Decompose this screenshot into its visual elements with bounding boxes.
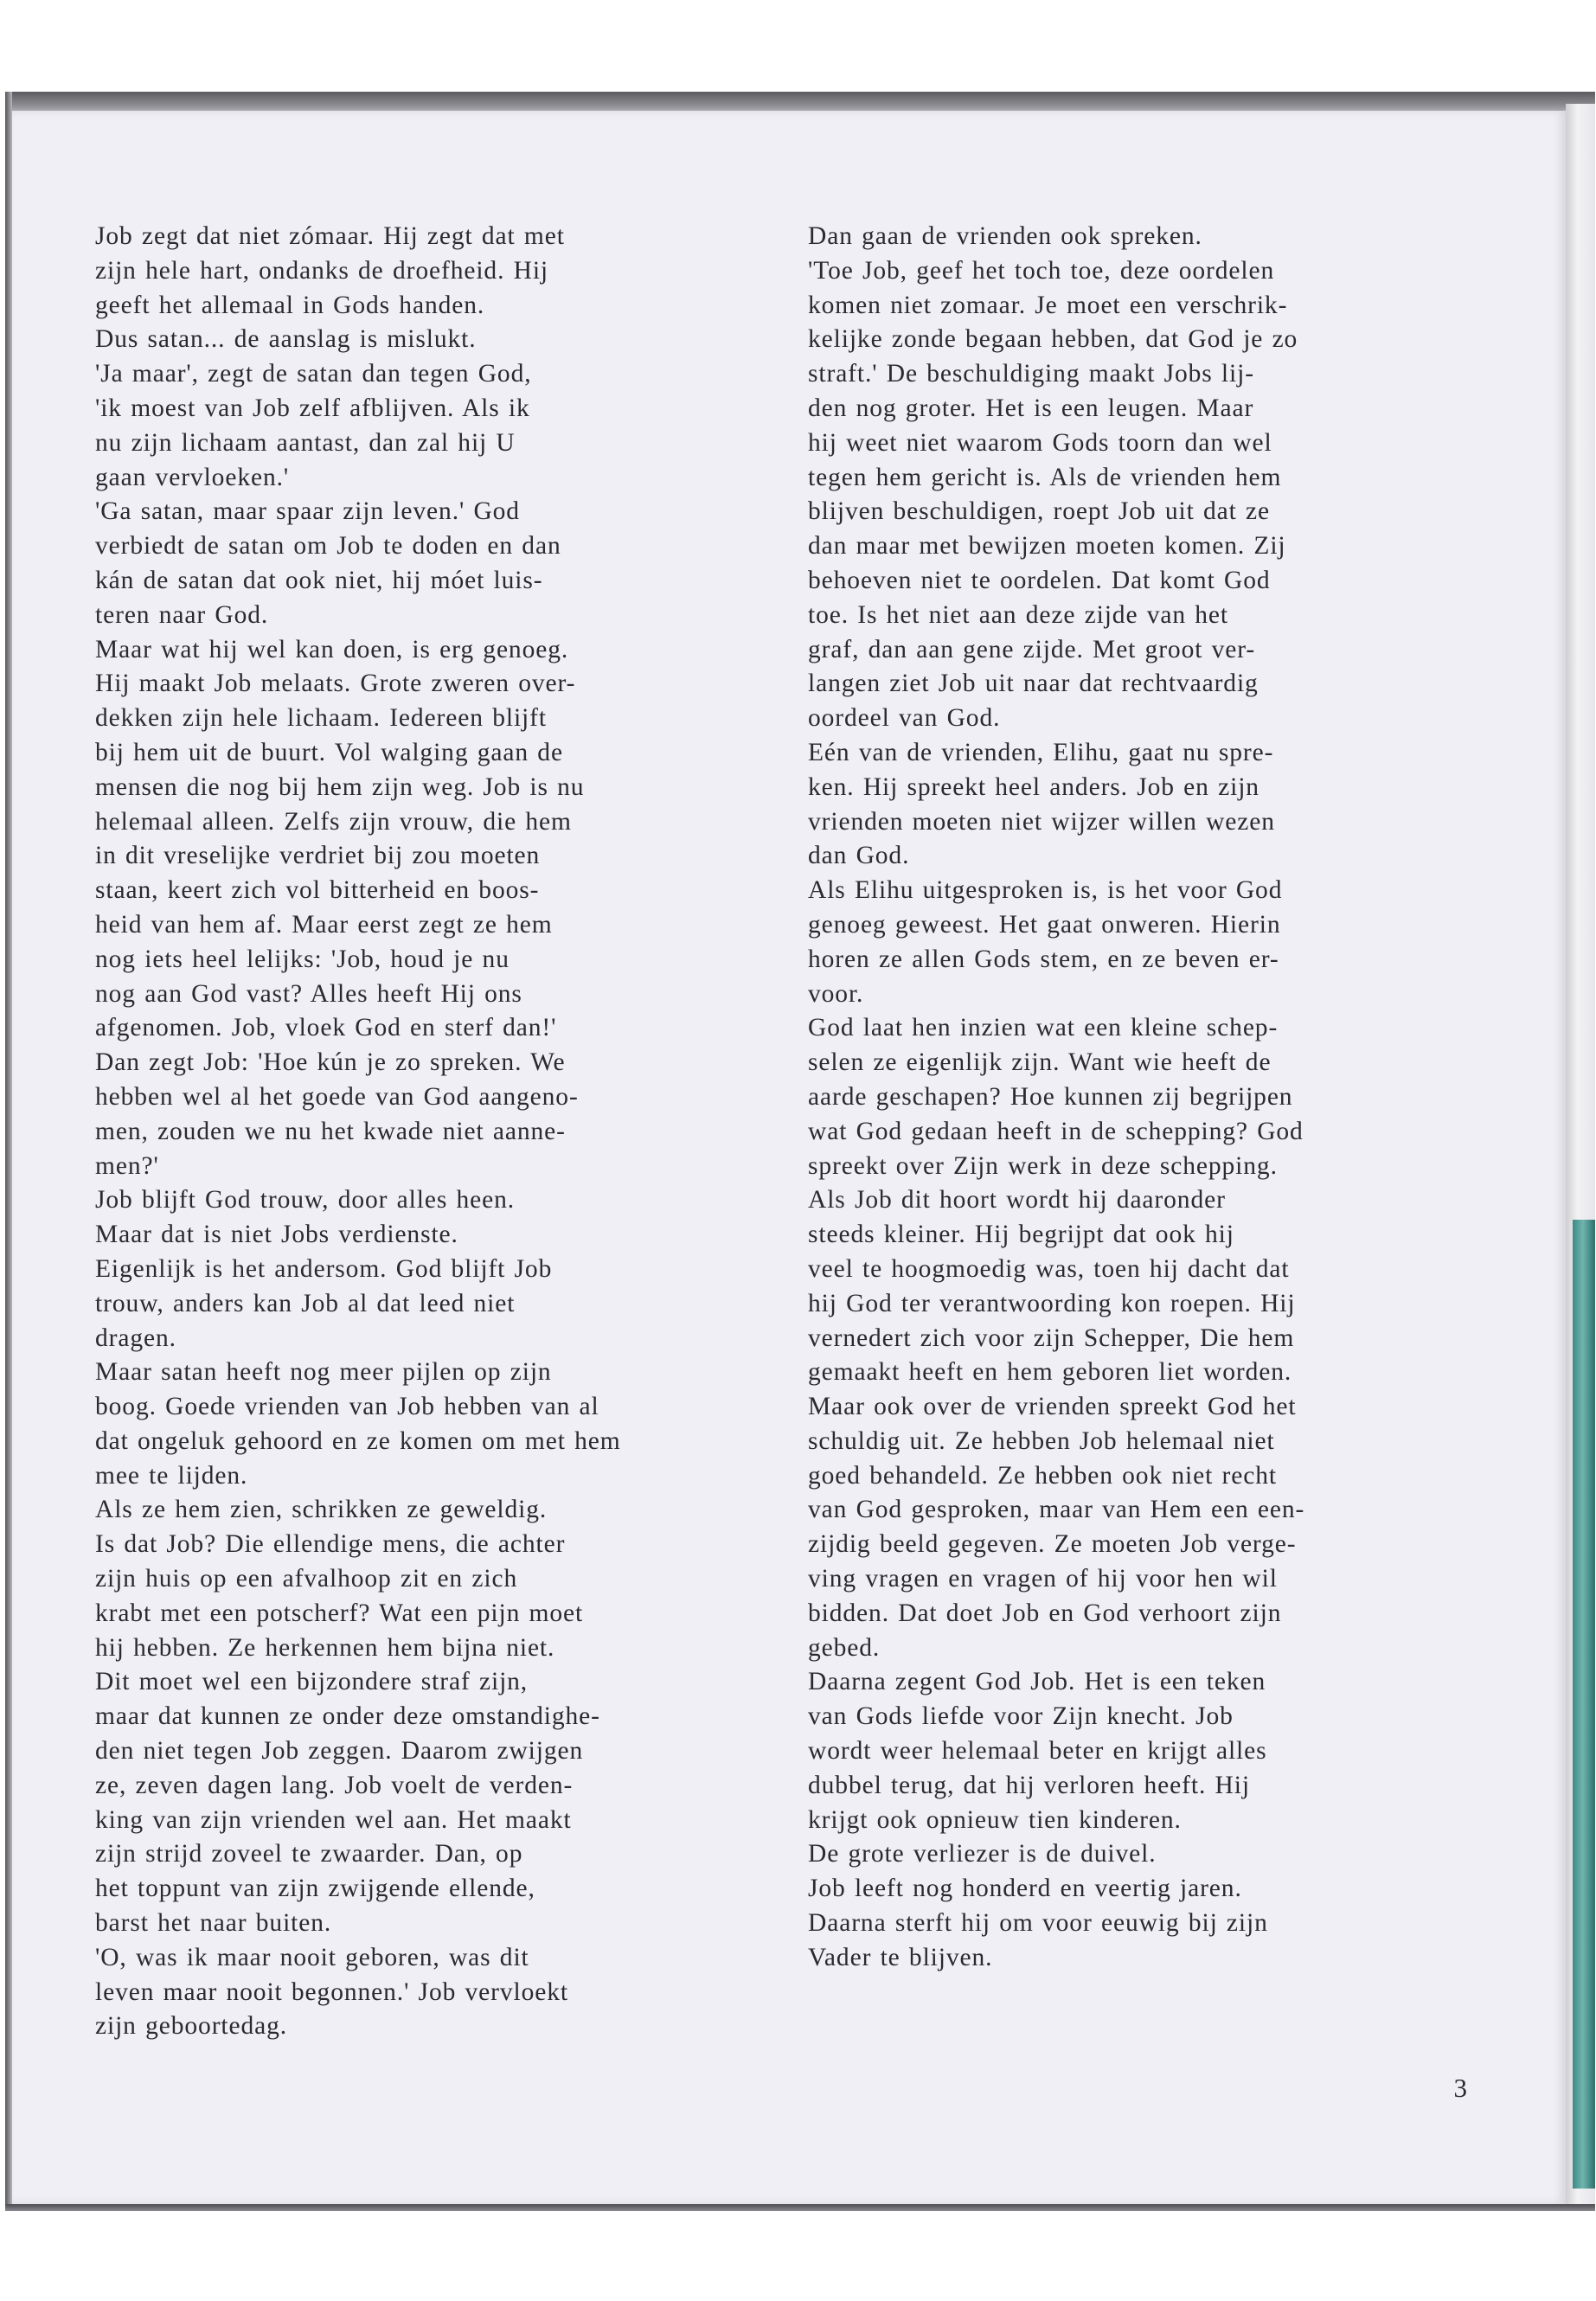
text-line: Daarna sterft hij om voor eeuwig bij zijn [808,1909,1268,1938]
text-line: behoeven niet te oordelen. Dat komt God [808,566,1271,594]
text-line: zijdig beeld gegeven. Ze moeten Job verge- [808,1530,1297,1559]
text-line: Hij maakt Job melaats. Grote zweren over- [95,670,576,698]
text-line: toe. Is het niet aan deze zijde van het [808,600,1229,629]
text-line: blijven beschuldigen, roept Job uit dat ze [808,497,1270,526]
text-line: trouw, anders kan Job al dat leed niet [95,1289,516,1317]
text-line: horen ze allen Gods stem, en ze beven er- [808,945,1279,973]
text-line: Als Elihu uitgesproken is, is het voor God [808,876,1283,905]
text-line: vrienden moeten niet wijzer willen wezen [808,807,1275,836]
text-line: boog. Goede vrienden van Job hebben van al [95,1393,599,1421]
text-line: van Gods liefde voor Zijn knecht. Job [808,1702,1234,1731]
text-line: zijn hele hart, ondanks de droefheid. Hij [95,256,549,285]
text-line: 'Ga satan, maar spaar zijn leven.' God [95,497,520,526]
text-line: heid van hem af. Maar eerst zegt ze hem [95,910,553,939]
text-line: mee te lijden. [95,1461,248,1490]
text-line: afgenomen. Job, vloek God en sterf dan!' [95,1014,557,1042]
text-line: van God gesproken, maar van Hem een een- [808,1496,1305,1524]
text-line: bij hem uit de buurt. Vol walging gaan de [95,738,563,766]
text-line: Maar ook over de vrienden spreekt God het [808,1393,1297,1421]
text-line: Daarna zegent God Job. Het is een teken [808,1668,1266,1696]
text-line: langen ziet Job uit naar dat rechtvaardig [808,670,1259,698]
text-line: wordt weer helemaal beter en krijgt alles [808,1737,1267,1766]
text-line: Eigenlijk is het andersom. God blijft Job [95,1254,553,1283]
text-line: bidden. Dat doet Job en God verhoort zijn [808,1599,1282,1627]
text-line: dan God. [808,842,910,870]
text-line: selen ze eigenlijk zijn. Want wie heeft de [808,1048,1272,1077]
text-line: gemaakt heeft en hem geboren liet worden. [808,1358,1292,1387]
text-line: krijgt ook opnieuw tien kinderen. [808,1805,1182,1834]
text-line: hij God ter verantwoording kon roepen. Hij [808,1289,1296,1317]
text-line: genoeg geweest. Het gaat onweren. Hierin [808,910,1281,939]
text-line: king van zijn vrienden wel aan. Het maakt [95,1805,572,1834]
text-line: den nog groter. Het is een leugen. Maar [808,394,1254,422]
text-line: Is dat Job? Die ellendige mens, die achter [95,1530,566,1559]
text-line: graf, dan aan gene zijde. Met groot ver- [808,635,1256,663]
text-line: in dit vreselijke verdriet bij zou moeten [95,842,541,870]
text-line: leven maar nooit begonnen.' Job vervloekt [95,1977,569,2006]
text-line: voor. [808,979,864,1008]
text-line: goed behandeld. Ze hebben ook niet recht [808,1461,1277,1490]
text-line: hebben wel al het goede van God aangeno- [95,1082,579,1111]
text-line: hij hebben. Ze herkennen hem bijna niet. [95,1633,555,1662]
text-line: zijn geboortedag. [95,2012,288,2041]
text-line: straft.' De beschuldiging maakt Jobs lij- [808,360,1254,388]
text-line: Vader te blijven. [808,1943,993,1971]
text-line: komen niet zomaar. Je moet een verschrik- [808,291,1288,319]
text-line: dragen. [95,1324,176,1352]
text-line: verbiedt de satan om Job te doden en dan [95,532,561,561]
text-line: aarde geschapen? Hoe kunnen zij begrijpen [808,1082,1293,1111]
text-line: Job zegt dat niet zómaar. Hij zegt dat met [95,222,565,250]
text-line: 'Ja maar', zegt de satan dan tegen God, [95,360,532,388]
text-line: staan, keert zich vol bitterheid en boos- [95,876,540,905]
text-line: De grote verliezer is de duivel. [808,1840,1157,1868]
scan-left-edge [5,92,12,2211]
text-line: geeft het allemaal in Gods handen. [95,291,485,319]
text-line: maar dat kunnen ze onder deze omstandighe- [95,1702,600,1731]
text-line: ken. Hij spreekt heel anders. Job en zijn [808,772,1259,801]
text-line: Als ze hem zien, schrikken ze geweldig. [95,1496,548,1524]
text-line: Als Job dit hoort wordt hij daaronder [808,1186,1226,1215]
text-line: oordeel van God. [808,704,1001,733]
right-text-column [808,220,1465,1976]
text-line: nog iets heel lelijks: 'Job, houd je nu [95,945,510,973]
text-line: tegen hem gericht is. Als de vrienden hem [808,463,1282,491]
text-line: dekken zijn hele lichaam. Iedereen blijft [95,704,547,733]
text-line: men?' [95,1151,159,1180]
text-line: God laat hen inzien wat een kleine schep- [808,1014,1279,1042]
text-line: ze, zeven dagen lang. Job voelt de verden- [95,1771,574,1799]
text-line: barst het naar buiten. [95,1909,332,1938]
text-line: dat ongeluk gehoord en ze komen om met hem [95,1426,621,1455]
text-line: nu zijn lichaam aantast, dan zal hij U [95,428,516,457]
text-line: steeds kleiner. Hij begrijpt dat ook hij [808,1221,1234,1249]
text-line: 'O, was ik maar nooit geboren, was dit [95,1943,529,1971]
page-number: 3 [1453,2073,1467,2103]
text-line: kelijke zonde begaan hebben, dat God je zo [808,325,1298,354]
left-text-column [95,220,753,2044]
text-line: kán de satan dat ook niet, hij móet luis- [95,566,543,594]
text-line: 'Toe Job, geef het toch toe, deze oordelen [808,256,1275,285]
text-line: Maar wat hij wel kan doen, is erg genoeg. [95,635,569,663]
scan-bottom-band [5,2204,1595,2211]
text-line: schuldig uit. Ze hebben Job helemaal niet [808,1426,1275,1455]
text-line: Dan gaan de vrienden ook spreken. [808,222,1202,250]
text-line: men, zouden we nu het kwade niet aanne- [95,1117,566,1145]
book-spine-strip [1573,1220,1595,2189]
text-line: helemaal alleen. Zelfs zijn vrouw, die hem [95,807,572,836]
text-line: ving vragen en vragen of hij voor hen wil [808,1565,1278,1593]
text-line: gebed. [808,1633,881,1662]
text-line: zijn huis op een afvalhoop zit en zich [95,1565,518,1593]
text-line: krabt met een potscherf? Wat een pijn moet [95,1599,584,1627]
text-line: wat God gedaan heeft in de schepping? God [808,1117,1304,1145]
text-line: veel te hoogmoedig was, toen hij dacht dat [808,1254,1290,1283]
text-line: mensen die nog bij hem zijn weg. Job is nu [95,772,585,801]
text-line: Maar dat is niet Jobs verdienste. [95,1221,458,1249]
text-line: teren naar God. [95,600,269,629]
text-line: Maar satan heeft nog meer pijlen op zijn [95,1358,552,1387]
text-line: Dit moet wel een bijzondere straf zijn, [95,1668,529,1696]
text-line: 'ik moest van Job zelf afblijven. Als ik [95,394,530,422]
text-line: Eén van de vrienden, Elihu, gaat nu spre- [808,738,1274,766]
text-line: gaan vervloeken.' [95,463,290,491]
text-line: nog aan God vast? Alles heeft Hij ons [95,979,522,1008]
text-line: Job blijft God trouw, door alles heen. [95,1186,516,1215]
text-line: hij weet niet waarom Gods toorn dan wel [808,428,1272,457]
text-line: dan maar met bewijzen moeten komen. Zij [808,532,1286,561]
text-line: spreekt over Zijn werk in deze schepping. [808,1151,1278,1180]
text-line: Dus satan... de aanslag is mislukt. [95,325,477,354]
text-line: Job leeft nog honderd en veertig jaren. [808,1875,1242,1903]
text-line: Dan zegt Job: 'Hoe kún je zo spreken. We [95,1048,566,1077]
text-line: vernedert zich voor zijn Schepper, Die hem [808,1324,1295,1352]
text-line: zijn strijd zoveel te zwaarder. Dan, op [95,1840,523,1868]
text-line: den niet tegen Job zeggen. Daarom zwijgen [95,1737,584,1766]
text-line: dubbel terug, dat hij verloren heeft. Hij [808,1771,1250,1799]
text-line: het toppunt van zijn zwijgende ellende, [95,1875,535,1903]
